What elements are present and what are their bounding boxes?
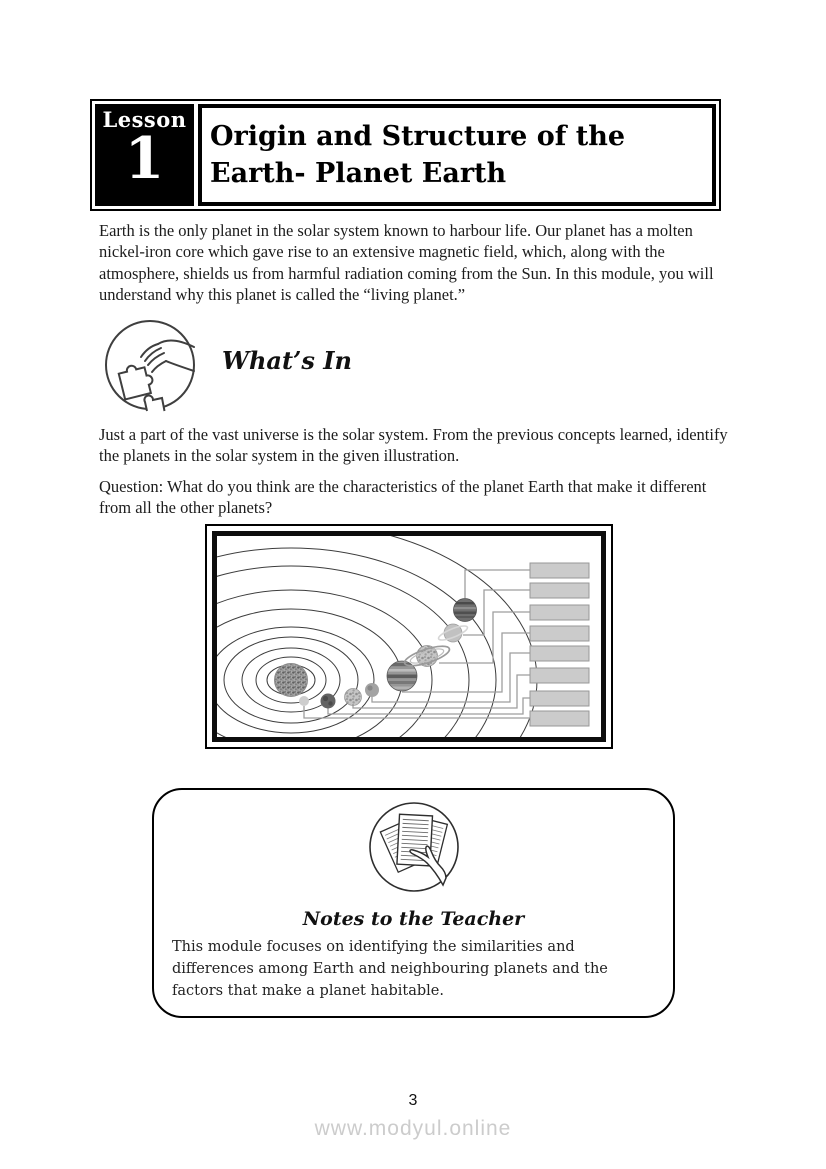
lesson-header (90, 99, 721, 211)
intro-paragraph: Earth is the only planet in the solar system known to harbour life. Our planet has a molten nickel-iron core which gave rise to an extensive magnetic field, which, along with the atmosphere, shields us from harmful radiation coming from the Sun. In this module, you will understand why this planet is called the “living planet.” (99, 221, 714, 304)
lesson-title-line1: Origin and Structure of the (210, 121, 626, 152)
solar-system-figure (205, 524, 613, 749)
planet-label-box (530, 668, 589, 683)
hand-puzzle-icon (102, 317, 198, 415)
planet-venus (321, 694, 336, 709)
planet-label-box (530, 691, 589, 706)
planet-label-boxes (530, 563, 589, 726)
planet-label-box (530, 605, 589, 620)
question-paragraph: Question: What do you think are the characteristics of the planet Earth that make it different from all the other planets? (99, 477, 707, 518)
whats-in-heading: What’s In (222, 346, 352, 375)
planet-saturn (403, 642, 452, 669)
watermark: www.modyul.online (314, 1117, 512, 1140)
lesson-badge (95, 104, 194, 206)
lesson-number: 1 (124, 125, 165, 192)
planet-label-box (530, 646, 589, 661)
planet-uranus (437, 623, 469, 642)
lesson-title (198, 104, 716, 206)
notes-to-teacher-box (152, 788, 675, 1018)
planet-label-box (530, 711, 589, 726)
notes-body: This module focuses on identifying the similarities and differences among Earth and neighbouring planets and the factors that make a planet habitable. (172, 939, 608, 999)
planet-neptune (453, 599, 478, 622)
lesson-title-line2: Earth- Planet Earth (210, 158, 507, 189)
planet-mercury (299, 696, 309, 706)
planet-earth (345, 689, 362, 706)
lesson-label: Lesson (102, 107, 187, 132)
orbit-rings (217, 536, 537, 737)
planet-label-box (530, 583, 589, 598)
papers-hand-icon (367, 800, 461, 894)
solar-system-figure-frame (212, 531, 606, 742)
sun-icon (275, 664, 308, 697)
planet-label-box (530, 626, 589, 641)
solar-system-diagram (217, 536, 601, 737)
whats-in-paragraph: Just a part of the vast universe is the solar system. From the previous concepts learned, identify the planets in the solar system in the given illustration. (99, 425, 728, 466)
notes-heading: Notes to the Teacher (302, 908, 525, 930)
planet-mars (365, 683, 379, 697)
planet-label-box (530, 563, 589, 578)
page-number: 3 (408, 1092, 418, 1109)
